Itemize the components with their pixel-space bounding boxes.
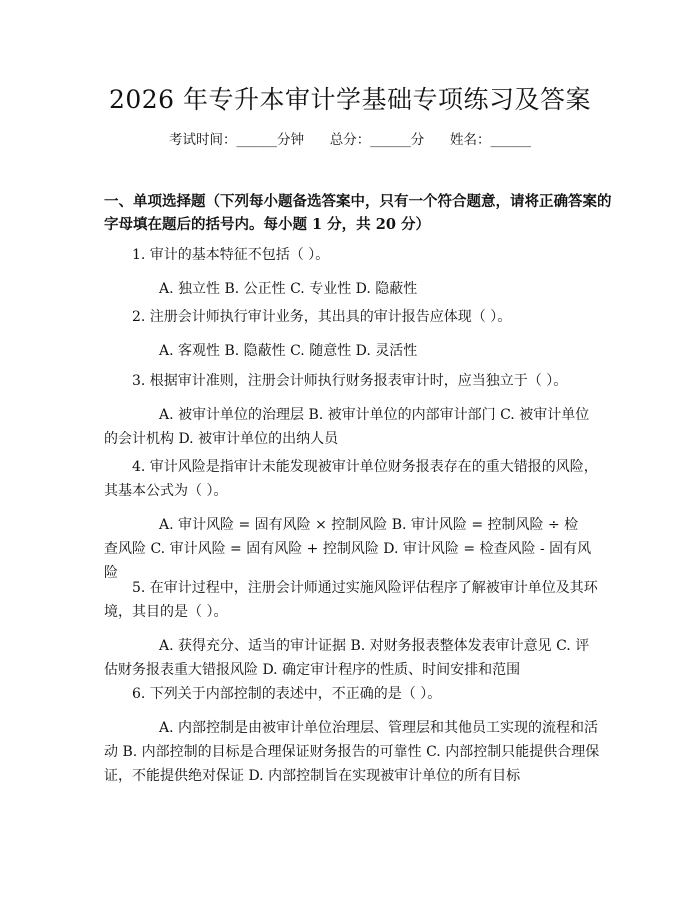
page-title: 2026 年专升本审计学基础专项练习及答案	[108, 85, 592, 114]
question-stem: 4. 审计风险是指审计未能发现被审计单位财务报表存在的重大错报的风险，	[132, 459, 598, 475]
section-heading	[104, 190, 612, 236]
question-options: 动 B. 内部控制的目标是合理保证财务报告的可靠性 C. 内部控制只能提供合理保	[104, 744, 600, 760]
name-label: 姓名：	[450, 132, 491, 148]
score-unit: 分	[410, 132, 425, 148]
spacer	[104, 267, 604, 277]
question-options: 险	[104, 565, 118, 581]
question-1	[104, 243, 604, 301]
question-3	[104, 369, 604, 451]
question-2	[104, 305, 604, 363]
spacer	[104, 624, 604, 634]
question-options: A. 独立性 B. 公正性 C. 专业性 D. 隐蔽性	[159, 281, 418, 297]
question-stem: 境，其目的是（ ）。	[104, 604, 228, 620]
score-blank: ______	[370, 132, 411, 148]
question-options: A. 审计风险 = 固有风险 × 控制风险 B. 审计风险 = 控制风险 ÷ 检	[159, 517, 579, 533]
time-label: 考试时间：	[169, 132, 237, 148]
time-unit: 分钟	[277, 132, 304, 148]
spacer	[104, 706, 604, 716]
question-stem: 6. 下列关于内部控制的表述中，不正确的是（ ）。	[132, 686, 442, 702]
question-4	[104, 455, 604, 585]
question-options: 的会计机构 D. 被审计单位的出纳人员	[104, 431, 339, 447]
question-options: 证，不能提供绝对保证 D. 内部控制旨在实现被审计单位的所有目标	[104, 768, 521, 784]
time-blank: ______	[236, 132, 277, 148]
question-options: A. 客观性 B. 隐蔽性 C. 随意性 D. 灵活性	[159, 343, 418, 359]
spacer	[104, 393, 604, 403]
spacer	[104, 503, 604, 513]
question-options: 查风险 C. 审计风险 = 固有风险 + 控制风险 D. 审计风险 = 检查风险 - 固有风	[104, 541, 592, 557]
question-stem: 其基本公式为（ ）。	[104, 483, 228, 499]
question-stem: 2. 注册会计师执行审计业务，其出具的审计报告应体现（ ）。	[132, 309, 512, 325]
section-heading-line: 字母填在题后的括号内。每小题 1 分，共 20 分）	[104, 216, 430, 233]
exam-info	[0, 130, 700, 150]
question-6	[104, 682, 604, 788]
question-options: A. 被审计单位的治理层 B. 被审计单位的内部审计部门 C. 被审计单位	[159, 407, 590, 423]
question-stem: 1. 审计的基本特征不包括（ ）。	[132, 247, 330, 263]
section-heading-line: 一、单项选择题（下列每小题备选答案中，只有一个符合题意，请将正确答案的	[104, 193, 612, 210]
score-label: 总分：	[329, 132, 371, 148]
question-options: A. 内部控制是由被审计单位治理层、管理层和其他员工实现的流程和活	[159, 720, 599, 736]
question-5	[104, 576, 604, 682]
question-stem: 3. 根据审计准则，注册会计师执行财务报表审计时，应当独立于（ ）。	[132, 373, 568, 389]
question-options: 估财务报表重大错报风险 D. 确定审计程序的性质、时间安排和范围	[104, 662, 521, 678]
name-blank: ______	[490, 132, 531, 148]
question-options: A. 获得充分、适当的审计证据 B. 对财务报表整体发表审计意见 C. 评	[159, 638, 590, 654]
question-stem: 5. 在审计过程中，注册会计师通过实施风险评估程序了解被审计单位及其环	[132, 580, 598, 596]
spacer	[104, 329, 604, 339]
